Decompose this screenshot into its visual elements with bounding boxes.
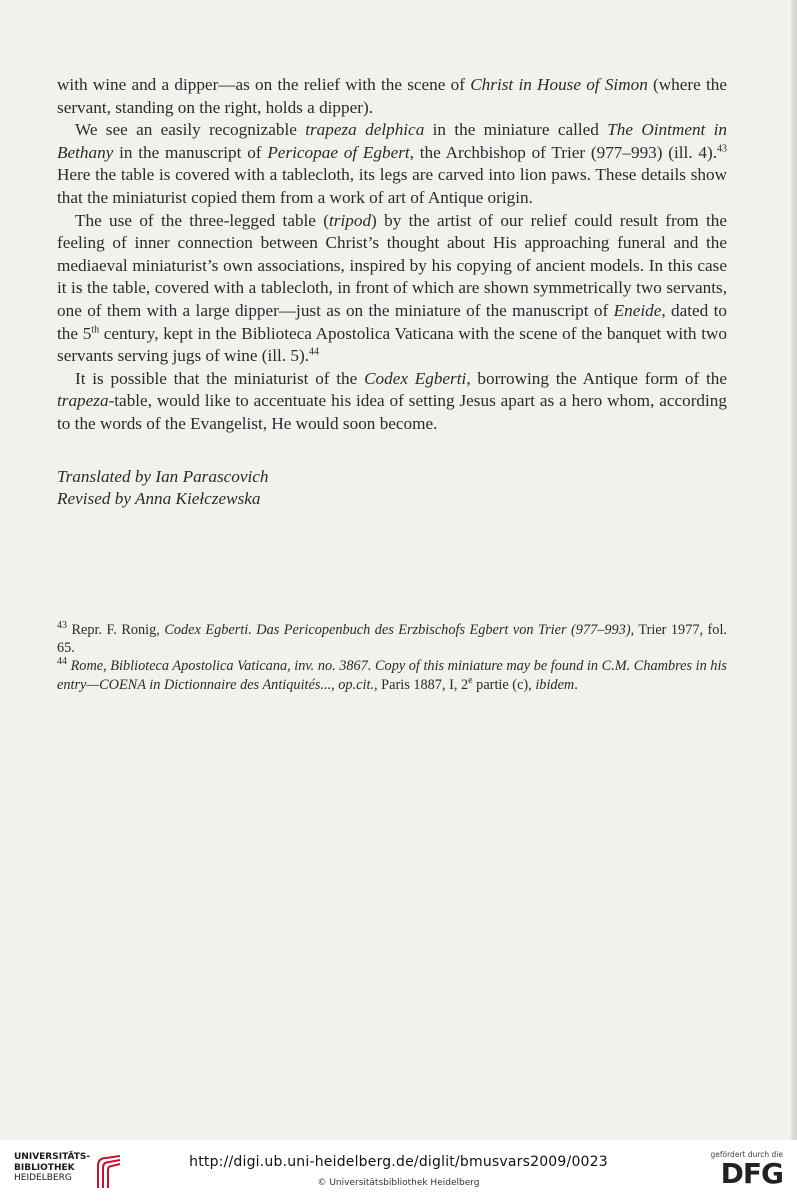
body-text bbox=[57, 74, 727, 436]
text-run: , dated to the 5 bbox=[57, 300, 727, 343]
reference-mark: 43 bbox=[57, 619, 67, 631]
text-run: , Trier 1977, fol. 65. bbox=[57, 621, 727, 656]
text-run: Repr. F. Ronig, bbox=[67, 621, 165, 638]
reference-mark: e bbox=[468, 674, 473, 686]
text-run: Codex Egberti. Das Pericopenbuch des Erzbischofs Egbert von Trier (977–993) bbox=[164, 621, 631, 638]
reference-mark: 43 bbox=[717, 143, 728, 155]
revised-by: Revised by Anna Kiełczewska bbox=[57, 489, 261, 509]
page-content bbox=[57, 74, 727, 694]
footnotes bbox=[57, 621, 727, 694]
text-run: Eneide bbox=[613, 300, 662, 320]
paragraph-1 bbox=[57, 74, 727, 119]
text-run: Christ in House of Simon bbox=[470, 75, 648, 94]
text-run: Pericopae of Egbert bbox=[267, 142, 410, 162]
text-run: ) by the artist of our relief could result from the feeling of inner connection between Christ’s thought about His approaching funeral and the mediaeval miniaturist’s own associations, inspired by his copying of ancient models. In this case it is the table, covered with a tablecloth, in front of which are shown symmetrically two servants, one of them with a large dipper—just as on the miniature of the manuscript of bbox=[57, 210, 727, 320]
text-run: ibidem bbox=[535, 676, 575, 693]
footnote-44 bbox=[57, 657, 727, 694]
text-run: We see an easily recognizable bbox=[75, 120, 306, 140]
copyright-notice: © Universitätsbibliothek Heidelberg bbox=[317, 1178, 480, 1188]
dfg-logo-text: DFG bbox=[720, 1157, 783, 1190]
logo-line-2: BIBLIOTHEK bbox=[14, 1162, 75, 1173]
text-run: The Ointment in Bethany bbox=[57, 120, 728, 162]
text-run: The use of the three-legged table ( bbox=[75, 210, 330, 230]
dfg-caption: gefördert durch die bbox=[710, 1150, 783, 1159]
text-run: partie (c), bbox=[472, 676, 536, 693]
text-run: trapeza delphica bbox=[305, 120, 425, 140]
text-run: trapeza bbox=[57, 391, 109, 411]
text-run: in the miniature called bbox=[424, 120, 608, 140]
dfg-funding-logo[interactable] bbox=[703, 1150, 783, 1194]
text-run: , Paris 1887, I, 2 bbox=[374, 676, 469, 693]
translated-by: Translated by Ian Parascovich bbox=[57, 466, 269, 486]
digitization-footer bbox=[0, 1140, 797, 1201]
text-run: Rome, Biblioteca Apostolica Vaticana, inv. no. 3867. Copy of this miniature may be found in C.M. Chambres in his entry—COENA in Dictionnaire des Antiquités..., op.cit. bbox=[57, 658, 727, 693]
paragraph-4 bbox=[57, 368, 727, 436]
text-run: with wine and a dipper—as on the relief with the scene of bbox=[57, 75, 471, 94]
reference-mark: 44 bbox=[57, 656, 67, 668]
text-run: -table, would like to accentuate his idea of setting Jesus apart as a hero whom, according to the words of the Evangelist, He would soon become. bbox=[57, 391, 727, 433]
reference-mark: th bbox=[91, 323, 100, 335]
logo-line-1: UNIVERSITÄTS- bbox=[14, 1152, 91, 1162]
reference-mark: 44 bbox=[309, 346, 320, 358]
text-run: tripod bbox=[329, 210, 372, 230]
text-run: Codex Egberti bbox=[364, 368, 467, 388]
paragraph-3 bbox=[57, 210, 727, 368]
page-edge-shadow bbox=[791, 0, 797, 1140]
logo-line-3: HEIDELBERG bbox=[14, 1173, 72, 1183]
text-run: Here the table is covered with a tablecloth, its legs are carved into lion paws. These details show that the miniaturist copied them from a work of art of Antique origin. bbox=[57, 165, 727, 207]
permalink-url[interactable]: http://digi.ub.uni-heidelberg.de/diglit/bmusvars2009/0023 bbox=[189, 1154, 608, 1170]
text-run: , borrowing the Antique form of the bbox=[466, 368, 728, 388]
text-run: in the manuscript of bbox=[113, 142, 268, 162]
paragraph-2 bbox=[57, 119, 727, 209]
translation-credits bbox=[57, 466, 727, 511]
text-run: It is possible that the miniaturist of the bbox=[75, 368, 365, 388]
text-run: century, kept in the Biblioteca Apostolica Vaticana with the scene of the banquet with two servants serving jugs of wine (ill. 5). bbox=[57, 323, 728, 366]
text-run: , the Archbishop of Trier (977–993) (ill. 4). bbox=[409, 142, 718, 162]
text-run: (where the servant, standing on the right, holds a dipper). bbox=[57, 75, 727, 117]
text-run: . bbox=[574, 676, 578, 693]
footnote-43 bbox=[57, 621, 727, 658]
